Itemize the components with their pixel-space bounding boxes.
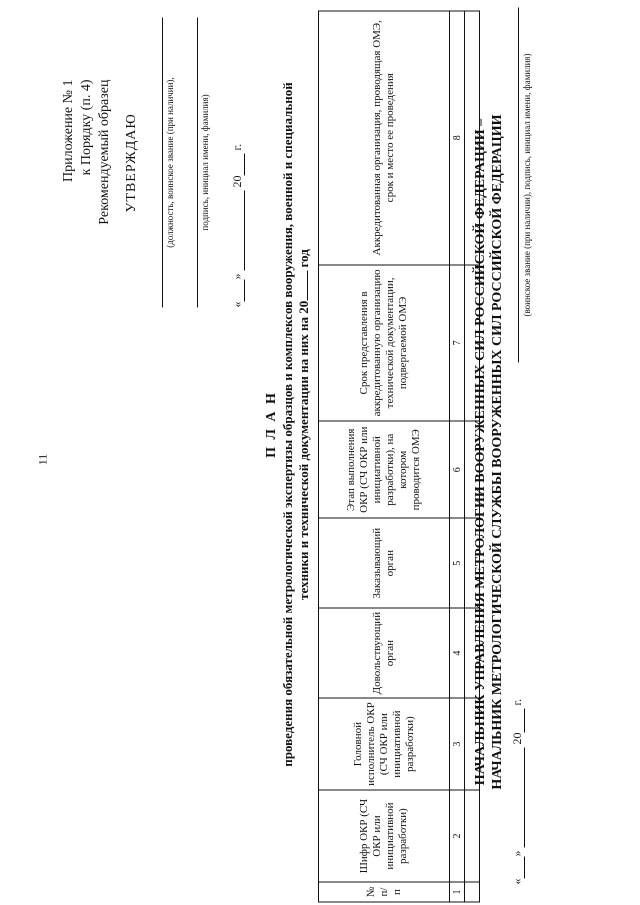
column-number: 3	[450, 698, 465, 790]
bottom-year-prefix: 20	[510, 732, 524, 745]
column-number: 8	[450, 11, 465, 265]
appendix-block	[60, 80, 114, 225]
bottom-date	[510, 699, 525, 885]
header-cell: Довольствующий орган	[319, 608, 450, 698]
plan-subtitle-line-2-text: техники и технической документации на них на 20	[296, 300, 311, 600]
date-close-quote: »	[230, 273, 244, 280]
appendix-line-2: к Порядку (п. 4)	[79, 79, 94, 176]
date-year-prefix: 20	[230, 175, 244, 188]
column-number: 6	[450, 421, 465, 518]
position-caption: (должность, воинское звание (при наличии),	[165, 77, 175, 248]
bottom-year-blank	[524, 709, 525, 733]
date-suffix: г.	[230, 143, 244, 151]
header-cell: Заказывающий орган	[319, 518, 450, 608]
column-number: 4	[450, 608, 465, 698]
column-number: 7	[450, 265, 465, 422]
header-cell: Головной исполнитель ОКР (СЧ ОКР или инициативной разработки)	[319, 698, 450, 790]
header-cell: Срок представления в аккредитованную организацию технической документации, подвергаемой ОМЭ	[319, 265, 450, 422]
header-cell: Аккредитованная организация, проводящая ОМЭ, срок и место ее проведения	[319, 11, 450, 265]
approval-title: УТВЕРЖДАЮ	[124, 113, 139, 213]
table-number-row	[450, 11, 465, 902]
signature-caption: подпись, инициал имени, фамилия)	[200, 94, 210, 231]
plan-subtitle-line-1: проведения обязательной метрологической экспертизы образцов и комплексов вооружения, военной и специальной	[280, 82, 295, 767]
signatory-caption: (воинское звание (при наличии), подпись, инициал имени, фамилия)	[522, 53, 532, 317]
plan-title: П Л А Н	[264, 391, 279, 458]
plan-subtitle-line-2	[296, 65, 312, 785]
signatory-signature-line	[518, 8, 519, 363]
bottom-month-blank	[524, 748, 525, 848]
column-number: 5	[450, 518, 465, 608]
column-number: 2	[450, 790, 465, 882]
appendix-line-3: Рекомендуемый образец	[97, 79, 112, 225]
bottom-day-blank	[524, 857, 525, 879]
approval-block	[124, 18, 245, 308]
bottom-date-close-quote: »	[510, 850, 524, 857]
plan-table	[318, 11, 480, 903]
header-cell: № п/п	[319, 882, 450, 902]
year-blank	[244, 154, 245, 176]
appendix-line-1: Приложение № 1	[61, 79, 76, 182]
signature-line	[197, 18, 198, 308]
page-number: 11	[35, 453, 50, 466]
bottom-date-open-quote: «	[510, 878, 524, 885]
column-number: 1	[450, 882, 465, 902]
header-cell: Шифр ОКР (СЧ ОКР или инициативной разработки)	[319, 790, 450, 882]
signatory-line-1: НАЧАЛЬНИК УПРАВЛЕНИЯ МЕТРОЛОГИИ ВООРУЖЕННЫХ СИЛ РОССИЙСКОЙ ФЕДЕРАЦИИ –	[473, 118, 488, 786]
plan-subtitle	[280, 65, 312, 785]
date-open-quote: «	[230, 301, 244, 308]
plan-year-blank	[307, 271, 308, 301]
month-blank	[244, 191, 245, 271]
day-blank	[244, 280, 245, 302]
signatory-block	[472, 0, 506, 905]
signatory-line-2: НАЧАЛЬНИК МЕТРОЛОГИЧЕСКОЙ СЛУЖБЫ ВООРУЖЕННЫХ СИЛ РОССИЙСКОЙ ФЕДЕРАЦИИ	[490, 114, 505, 790]
position-line	[162, 18, 163, 308]
header-cell: Этап выполнения ОКР (СЧ ОКР или инициативной разработки), на котором проводится ОМЭ	[319, 421, 450, 518]
table-header-row	[319, 11, 450, 902]
approval-date	[230, 18, 245, 308]
plan-year-suffix: год	[296, 249, 311, 268]
bottom-date-suffix: г.	[510, 698, 524, 706]
